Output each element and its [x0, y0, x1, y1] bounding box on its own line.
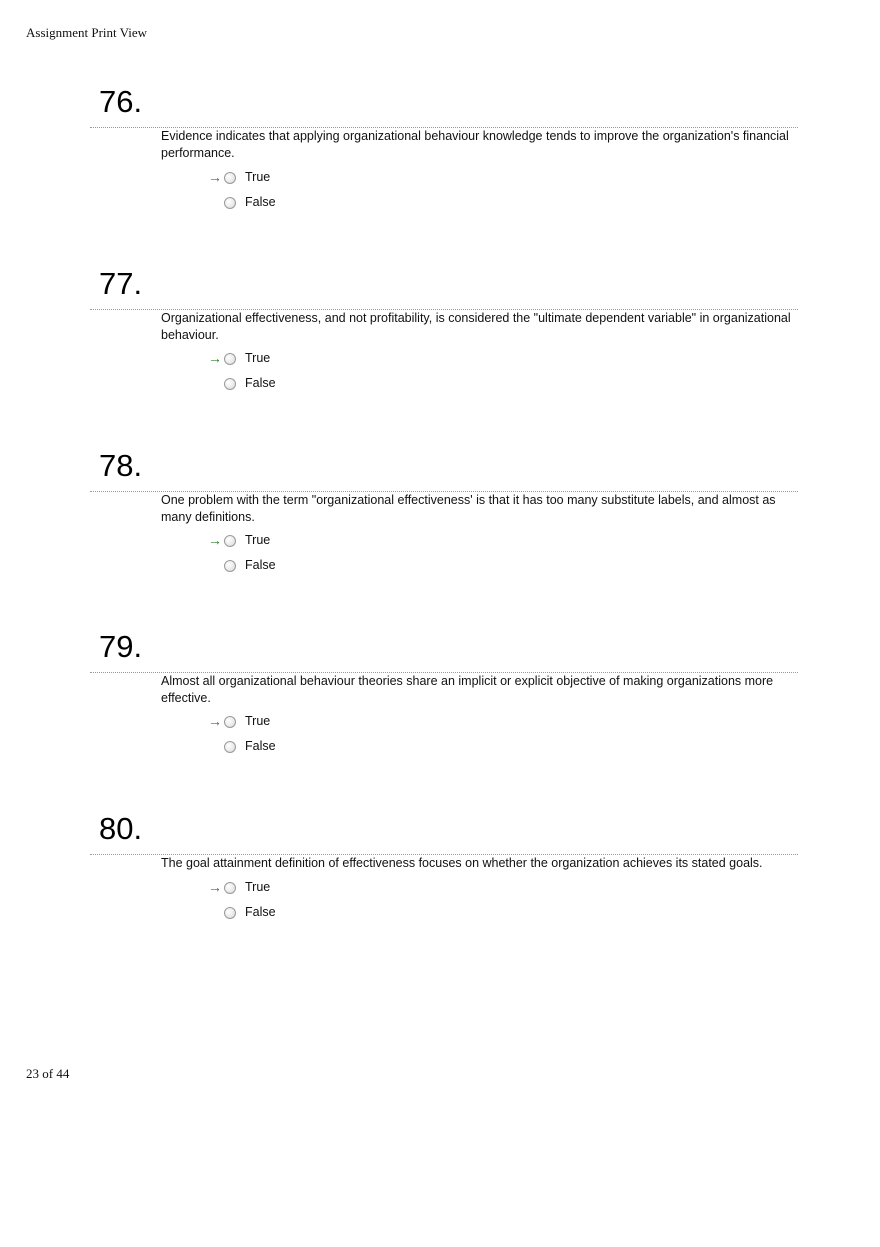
- option-true[interactable]: [208, 712, 271, 730]
- radio-button-icon[interactable]: [224, 378, 236, 390]
- radio-button-icon[interactable]: [224, 741, 236, 753]
- option-false[interactable]: [224, 374, 276, 392]
- option-label: False: [245, 558, 276, 572]
- option-label: False: [245, 195, 276, 209]
- option-false[interactable]: [224, 737, 276, 755]
- right-arrow-icon: →: [208, 350, 222, 366]
- right-arrow-icon: →: [208, 879, 222, 895]
- option-false[interactable]: [224, 193, 276, 211]
- question-text: The goal attainment definition of effectiveness focuses on whether the organization achieves its stated goals.: [161, 856, 763, 870]
- radio-button-icon[interactable]: [224, 716, 236, 728]
- option-label: True: [245, 170, 271, 184]
- option-label: False: [245, 739, 276, 753]
- option-label: True: [245, 880, 271, 894]
- option-label: True: [245, 714, 271, 728]
- question-number: 77.: [99, 266, 143, 301]
- radio-button-icon[interactable]: [224, 882, 236, 894]
- radio-button-icon[interactable]: [224, 172, 236, 184]
- option-label: True: [245, 351, 271, 365]
- question-number: 79.: [99, 629, 143, 664]
- option-label: True: [245, 533, 271, 547]
- question-text: Evidence indicates that applying organizational behaviour knowledge tends to improve the organization's financial performance.: [161, 129, 789, 160]
- question-number: 78.: [99, 448, 143, 483]
- radio-button-icon[interactable]: [224, 353, 236, 365]
- option-true[interactable]: [208, 349, 271, 367]
- option-label: False: [245, 376, 276, 390]
- radio-button-icon[interactable]: [224, 560, 236, 572]
- option-true[interactable]: [208, 878, 271, 896]
- question-text: One problem with the term "organizational effectiveness' is that it has too many substitute labels, and almost as many definitions.: [161, 493, 776, 524]
- question-text: Organizational effectiveness, and not profitability, is considered the "ultimate dependent variable" in organizational behaviour.: [161, 311, 791, 342]
- radio-button-icon[interactable]: [224, 907, 236, 919]
- right-arrow-icon: →: [208, 532, 222, 548]
- radio-button-icon[interactable]: [224, 535, 236, 547]
- page-number: 23 of 44: [26, 1066, 70, 1081]
- radio-button-icon[interactable]: [224, 197, 236, 209]
- option-false[interactable]: [224, 903, 276, 921]
- right-arrow-icon: →: [208, 169, 222, 185]
- question-text: Almost all organizational behaviour theories share an implicit or explicit objective of making organizations more effective.: [161, 674, 774, 705]
- question-number: 76.: [99, 84, 143, 119]
- option-label: False: [245, 905, 276, 919]
- option-false[interactable]: [224, 556, 276, 574]
- right-arrow-icon: →: [208, 713, 222, 729]
- page-header: Assignment Print View: [26, 25, 148, 40]
- question-number: 80.: [99, 811, 143, 846]
- option-true[interactable]: [208, 168, 271, 186]
- option-true[interactable]: [208, 531, 271, 549]
